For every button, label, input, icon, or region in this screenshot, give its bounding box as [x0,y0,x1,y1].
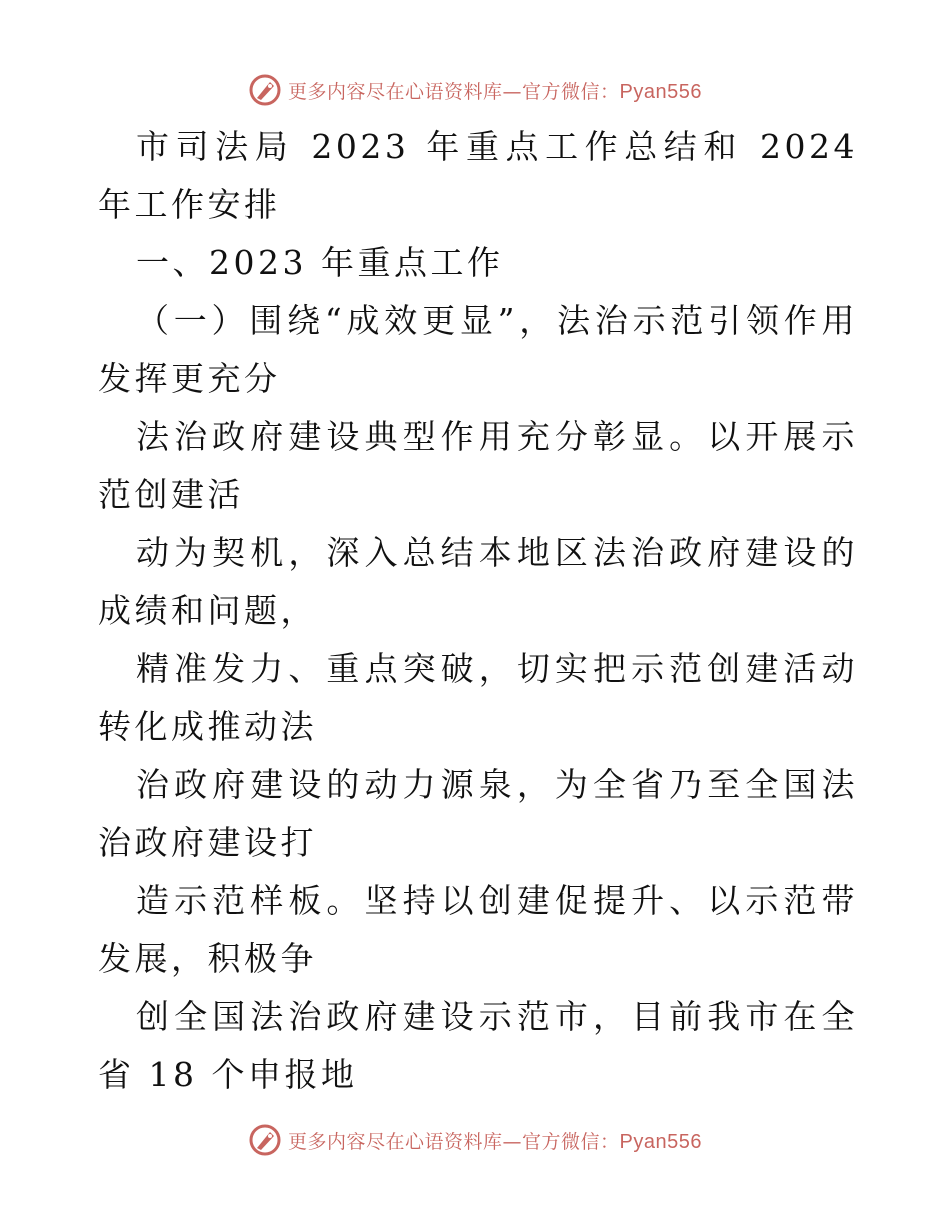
body-paragraph: 精准发力、重点突破，切实把示范创建活动转化成推动法 [98,649,858,746]
body-paragraph: 造示范样板。坚持以创建促提升、以示范带发展，积极争 [98,881,858,978]
footer-watermark [0,1120,950,1160]
body-paragraph: 创全国法治政府建设示范市，目前我市在全省 18 个申报地 [98,997,858,1094]
pen-nib-logo-icon [248,1123,282,1157]
body-paragraph: 法治政府建设典型作用充分彰显。以开展示范创建活 [98,417,858,514]
body-paragraph: 治政府建设的动力源泉，为全省乃至全国法治政府建设打 [98,765,858,862]
watermark-text: 更多内容尽在心语资料库—官方微信：Pyan556 [288,80,702,103]
subsection-heading: （一）围绕“成效更显”，法治示范引领作用发挥更充分 [98,301,858,398]
header-watermark [0,70,950,110]
wechat-id: Pyan556 [619,80,702,103]
document-title: 市司法局 2023 年重点工作总结和 2024 年工作安排 [98,127,858,224]
document-body [98,118,858,1104]
watermark-text: 更多内容尽在心语资料库—官方微信：Pyan556 [288,1130,702,1153]
wechat-id: Pyan556 [619,1130,702,1153]
pen-nib-logo-icon [248,73,282,107]
body-paragraph: 动为契机，深入总结本地区法治政府建设的成绩和问题， [98,533,858,630]
section-heading: 一、2023 年重点工作 [136,243,504,282]
